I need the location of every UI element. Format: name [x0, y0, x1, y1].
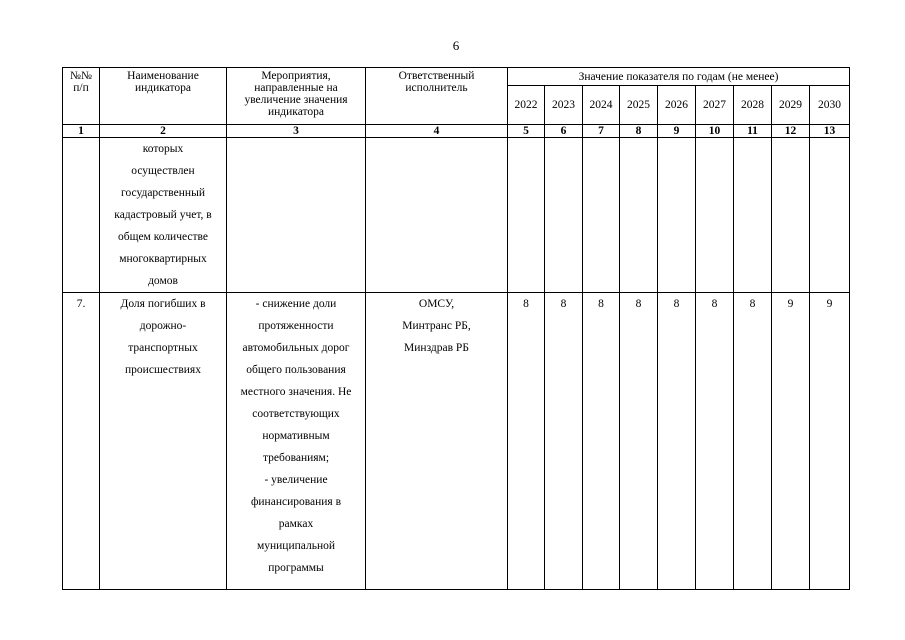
column-number: 13 — [810, 125, 850, 138]
row-responsible: ОМСУ, Минтранс РБ, Минздрав РБ — [366, 293, 508, 590]
year-header: 2027 — [696, 86, 734, 125]
header-responsible: Ответственный исполнитель — [366, 68, 508, 125]
header-number: №№ п/п — [63, 68, 100, 125]
row-number: 7. — [63, 293, 100, 590]
column-number: 3 — [227, 125, 366, 138]
row-value — [734, 138, 772, 293]
column-number: 4 — [366, 125, 508, 138]
table-row — [63, 293, 850, 590]
column-number: 8 — [620, 125, 658, 138]
row-value — [620, 138, 658, 293]
column-number: 10 — [696, 125, 734, 138]
row-value: 8 — [508, 293, 545, 590]
year-header: 2024 — [583, 86, 620, 125]
row-value — [508, 138, 545, 293]
row-value: 9 — [810, 293, 850, 590]
year-header: 2029 — [772, 86, 810, 125]
row-value: 9 — [772, 293, 810, 590]
row-value: 8 — [734, 293, 772, 590]
year-header: 2023 — [545, 86, 583, 125]
column-number: 9 — [658, 125, 696, 138]
row-value — [583, 138, 620, 293]
column-number: 7 — [583, 125, 620, 138]
column-number: 12 — [772, 125, 810, 138]
row-value: 8 — [545, 293, 583, 590]
row-value: 8 — [620, 293, 658, 590]
year-header: 2030 — [810, 86, 850, 125]
column-number: 6 — [545, 125, 583, 138]
row-indicator: которых осуществлен государственный кадастровый учет, в общем количестве многоквартирных домов — [100, 138, 227, 293]
year-header: 2028 — [734, 86, 772, 125]
row-measures: - снижение доли протяженности автомобильных дорог общего пользования местного значения. Не соответствующих нормативным требованиям; - увеличение финансирования в рамках муниципальной программы — [227, 293, 366, 590]
header-measures: Мероприятия, направленные на увеличение значения индикатора — [227, 68, 366, 125]
header-values-group: Значение показателя по годам (не менее) — [508, 68, 850, 86]
year-header: 2022 — [508, 86, 545, 125]
year-header: 2025 — [620, 86, 658, 125]
page-number: 6 — [452, 38, 460, 53]
row-value: 8 — [583, 293, 620, 590]
row-value — [545, 138, 583, 293]
row-indicator: Доля погибших в дорожно- транспортных происшествиях — [100, 293, 227, 590]
row-value: 8 — [696, 293, 734, 590]
table-row — [63, 138, 850, 293]
row-measures — [227, 138, 366, 293]
row-value — [658, 138, 696, 293]
header-row — [63, 68, 850, 86]
row-value: 8 — [658, 293, 696, 590]
row-value — [810, 138, 850, 293]
year-header: 2026 — [658, 86, 696, 125]
row-value — [696, 138, 734, 293]
row-number — [63, 138, 100, 293]
column-number: 2 — [100, 125, 227, 138]
row-responsible — [366, 138, 508, 293]
header-indicator: Наименование индикатора — [100, 68, 227, 125]
column-number: 1 — [63, 125, 100, 138]
column-number-row — [63, 125, 850, 138]
row-value — [772, 138, 810, 293]
column-number: 11 — [734, 125, 772, 138]
column-number: 5 — [508, 125, 545, 138]
indicator-table — [62, 67, 850, 590]
